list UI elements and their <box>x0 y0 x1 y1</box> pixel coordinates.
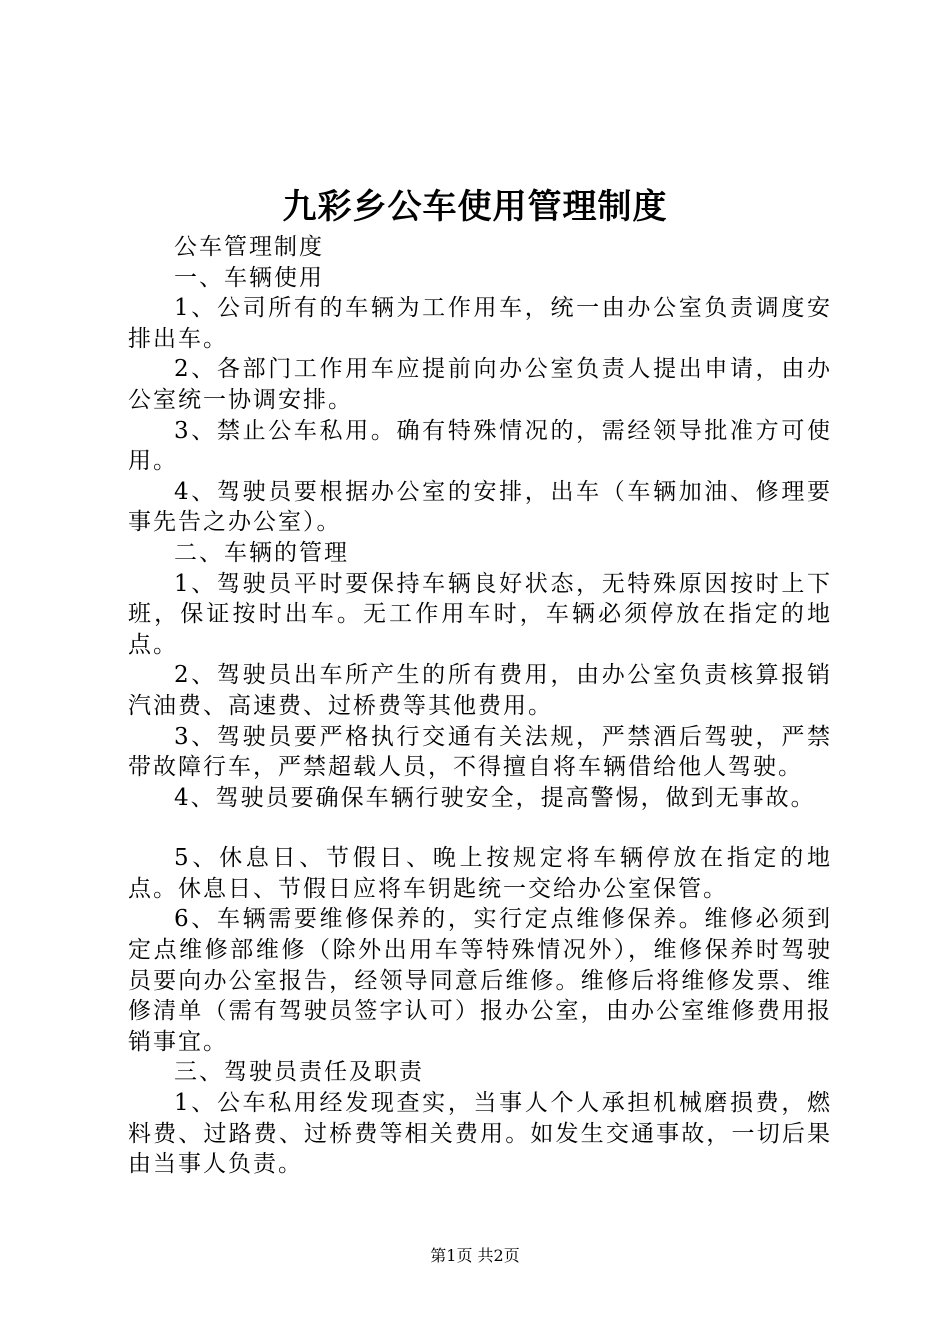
paragraph: 4、驾驶员要确保车辆行驶安全，提高警惕，做到无事故。 <box>174 784 816 811</box>
section-heading: 三、驾驶员责任及职责 <box>174 1059 424 1086</box>
paragraph: 3、禁止公车私用。确有特殊情况的，需经领导批准方可使用。 <box>128 417 832 475</box>
paragraph: 1、公车私用经发现查实，当事人个人承担机械磨损费，燃料费、过路费、过桥费等相关费用。如发生交通事故，一切后果由当事人负责。 <box>128 1090 832 1178</box>
document-title: 九彩乡公车使用管理制度 <box>282 187 668 227</box>
paragraph: 1、公司所有的车辆为工作用车，统一由办公室负责调度安排出车。 <box>128 295 832 352</box>
paragraph: 公车管理制度 <box>174 234 324 260</box>
paragraph: 6、车辆需要维修保养的，实行定点维修保养。维修必须到定点维修部维修（除外出用车等特殊情况外），维修保养时驾驶员要向办公室报告，经领导同意后维修。维修后将维修发票、维修清单（需有驾驶员签字认可）报办公室，由办公室维修费用报销事宜。 <box>128 906 832 1055</box>
paragraph: 1、驾驶员平时要保持车辆良好状态，无特殊原因按时上下班，保证按时出车。无工作用车时，车辆必须停放在指定的地点。 <box>128 570 832 658</box>
paragraph: 2、各部门工作用车应提前向办公室负责人提出申请，由办公室统一协调安排。 <box>128 356 832 413</box>
section-heading: 一、车辆使用 <box>174 264 324 291</box>
section-heading: 二、车辆的管理 <box>174 539 349 566</box>
document-body <box>128 232 832 1180</box>
paragraph: 5、休息日、节假日、晚上按规定将车辆停放在指定的地点。休息日、节假日应将车钥匙统一交给办公室保管。 <box>128 845 832 902</box>
page-number: 第1页 共2页 <box>430 1246 520 1265</box>
paragraph: 2、驾驶员出车所产生的所有费用，由办公室负责核算报销汽油费、高速费、过桥费等其他费用。 <box>128 662 832 719</box>
paragraph: 3、驾驶员要严格执行交通有关法规，严禁酒后驾驶，严禁带故障行车，严禁超载人员，不得擅自将车辆借给他人驾驶。 <box>128 723 832 781</box>
paragraph: 4、驾驶员要根据办公室的安排，出车（车辆加油、修理要事先告之办公室）。 <box>128 478 832 536</box>
